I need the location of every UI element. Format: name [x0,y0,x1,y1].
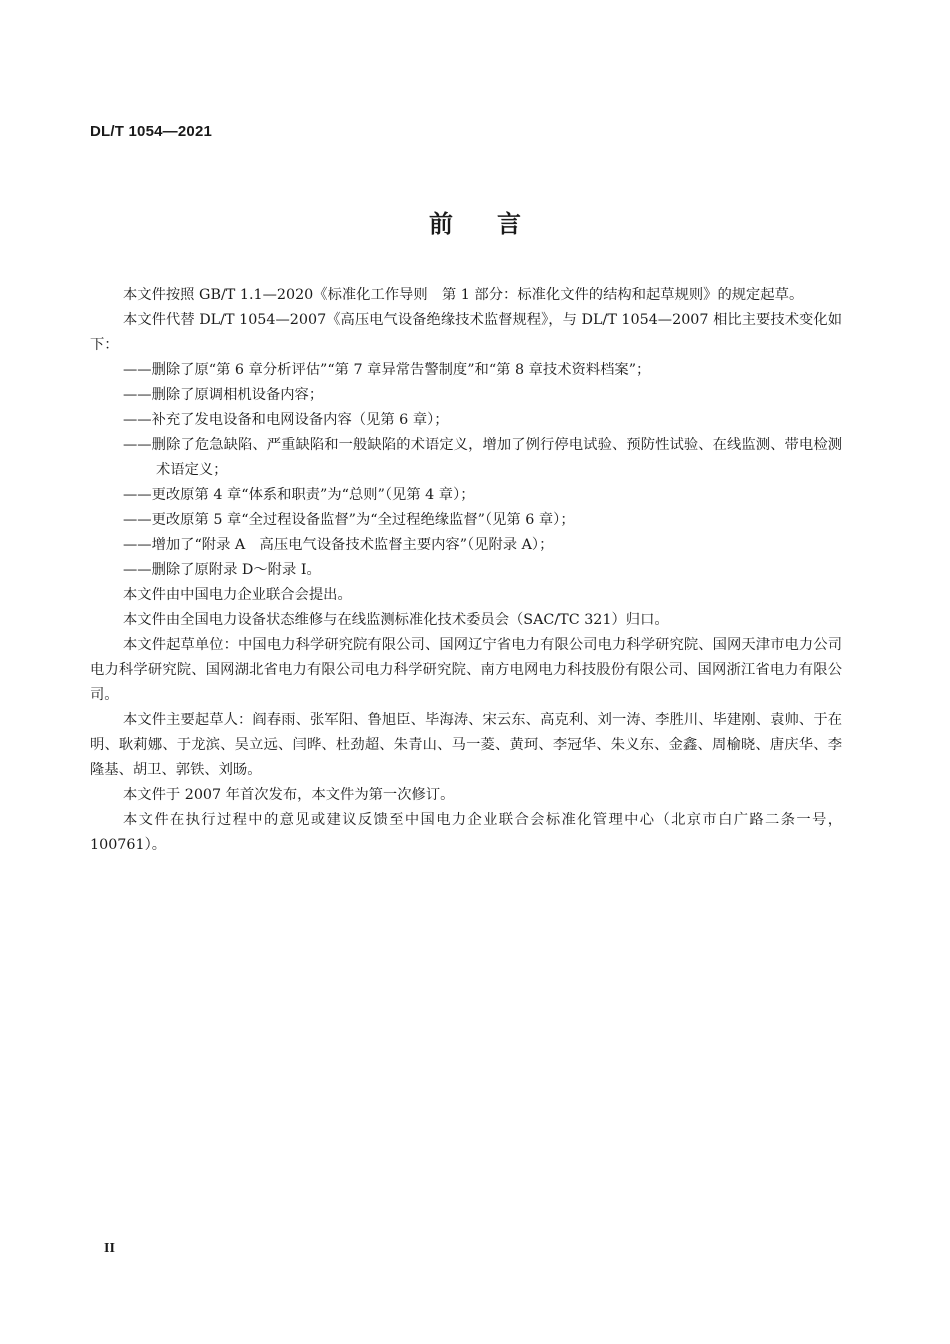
paragraph-drafters: 本文件主要起草人：阎春雨、张军阳、鲁旭臣、毕海涛、宋云东、高克利、刘一涛、李胜川、毕建刚、袁帅、于在明、耿莉娜、于龙滨、吴立远、闫晔、杜劲超、朱青山、马一菱、黄珂、李冠华、朱义东、金鑫、周榆晓、唐庆华、李隆基、胡卫、郭铁、刘旸。 [90,712,842,778]
paragraph-drafting-rules: 本文件按照 GB/T 1.1—2020《标准化工作导则 第 1 部分：标准化文件的结构和起草规则》的规定起草。 [123,287,804,303]
paragraph-drafting-units: 本文件起草单位：中国电力科学研究院有限公司、国网辽宁省电力有限公司电力科学研究院、国网天津市电力公司电力科学研究院、国网湖北省电力有限公司电力科学研究院、南方电网电力科技股份有限公司、国网浙江省电力有限公司。 [90,637,842,703]
paragraph-committee: 本文件由全国电力设备状态维修与在线监测标准化技术委员会（SAC/TC 321）归口。 [123,612,669,628]
change-item: ——更改原第 5 章“全过程设备监督”为“全过程绝缘监督”（见第 6 章）； [123,512,575,528]
paragraph-history: 本文件于 2007 年首次发布，本文件为第一次修订。 [123,787,455,803]
foreword-body [90,283,842,858]
paragraph-proposer: 本文件由中国电力企业联合会提出。 [123,587,352,603]
paragraph-feedback: 本文件在执行过程中的意见或建议反馈至中国电力企业联合会标准化管理中心（北京市白广路二条一号，100761）。 [90,812,842,853]
change-item: ——删除了原调相机设备内容； [123,387,324,403]
paragraph-replacement: 本文件代替 DL/T 1054—2007《高压电气设备绝缘技术监督规程》，与 DL/T 1054—2007 相比主要技术变化如下： [90,312,842,353]
change-item: ——补充了发电设备和电网设备内容（见第 6 章）； [123,412,449,428]
change-item: ——删除了原“第 6 章分析评估”“第 7 章异常告警制度”和“第 8 章技术资料档案”； [123,362,651,378]
change-item: ——更改原第 4 章“体系和职责”为“总则”（见第 4 章）； [123,487,475,503]
change-item: ——删除了原附录 D～附录 I。 [123,562,321,578]
page-title: 前言 [429,210,565,238]
change-item: ——删除了危急缺陷、严重缺陷和一般缺陷的术语定义，增加了例行停电试验、预防性试验、在线监测、带电检测术语定义； [123,437,842,478]
change-item: ——增加了“附录 A 高压电气设备技术监督主要内容”（见附录 A）； [123,537,554,553]
standard-code: DL/T 1054—2021 [90,123,213,140]
page-number: II [104,1241,115,1256]
